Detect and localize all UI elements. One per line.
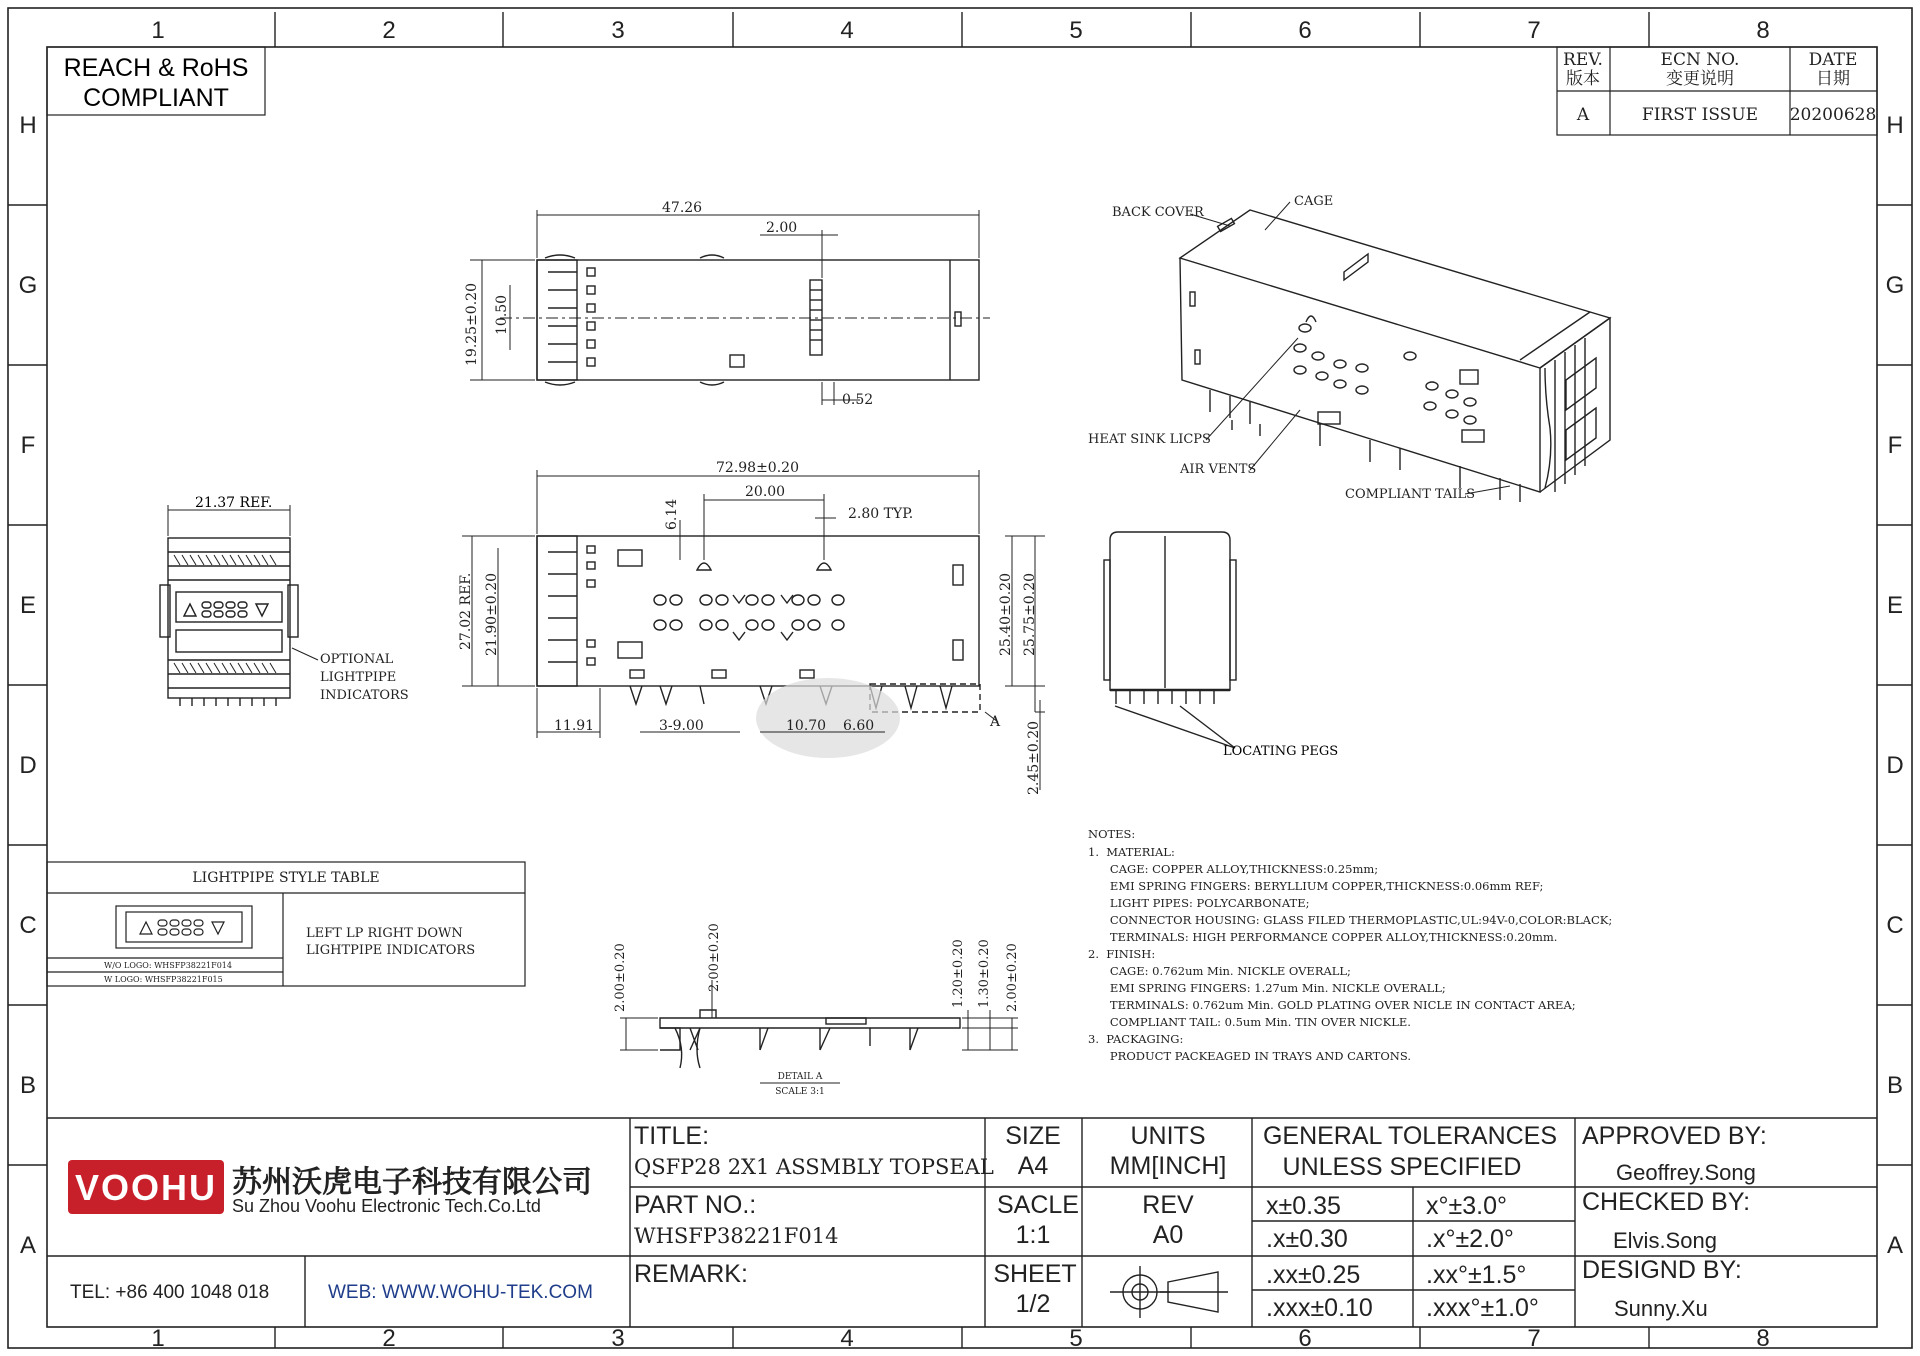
notes-line: COMPLIANT TAIL: 0.5um Min. TIN OVER NICKLE. [1088,1015,1411,1029]
projection-symbol-icon [1110,1266,1228,1318]
lightpipe-logo-1: W/O LOGO: WHSFP38221F014 [104,961,232,970]
units-value: MM[INCH] [1109,1152,1227,1180]
detail-a-title: DETAIL A [777,1072,823,1082]
date-header: DATE [1808,50,1858,70]
lightpipe-desc-1: LEFT LP RIGHT DOWN [306,926,463,941]
web[interactable]: WEB: WWW.WOHU-TEK.COM [328,1282,593,1303]
part-value: WHSFP38221F014 [634,1224,839,1248]
dim-side-280: 2.80 TYP. [848,506,914,522]
designed-label: DESIGND BY: [1582,1256,1742,1284]
front-view-drawing [160,538,298,706]
dim-top-length: 47.26 [662,200,703,216]
sheet-label: SHEET [993,1260,1077,1288]
isometric-view-drawing [1180,210,1610,502]
col-label-top: 4 [840,17,854,44]
compliance-line-2: COMPLIANT [83,84,229,112]
dim-detail-120: 1.20±0.20 [951,939,966,1008]
units-label: UNITS [1130,1122,1206,1150]
row-label-right: G [1885,272,1905,299]
date-value: 20200628 [1789,105,1877,125]
notes-line: 1. MATERIAL: [1088,845,1175,859]
rev-header-cn: 版本 [1566,69,1600,89]
col-label-top: 2 [382,17,396,44]
detail-a-scale: SCALE 3:1 [775,1087,825,1097]
tel: TEL: +86 400 1048 018 [70,1282,270,1303]
sheet-value: 1/2 [1015,1290,1051,1318]
col-label-top: 8 [1756,17,1770,44]
notes-line: EMI SPRING FINGERS: 1.27um Min. NICKLE OVERALL; [1088,981,1446,995]
checked-label: CHECKED BY: [1582,1188,1751,1216]
dim-top-2: 2.00 [766,220,798,236]
notes [1088,827,1612,1063]
callout-heat-sink-clips: HEAT SINK LICPS [1088,432,1211,447]
scale-label: SACLE [997,1191,1079,1219]
lightpipe-logo-2: W LOGO: WHSFP38221F015 [104,975,223,984]
top-view-drawing [500,255,990,385]
col-label-bottom: 6 [1298,1325,1312,1352]
col-label-bottom: 8 [1756,1325,1770,1352]
tolerance-linear: .xxx±0.10 [1266,1294,1373,1322]
callout-optional-2: LIGHTPIPE [320,670,397,685]
notes-line: TERMINALS: HIGH PERFORMANCE COPPER ALLOY,THICKNESS:0.20mm. [1088,930,1558,944]
designed-value: Sunny.Xu [1614,1296,1708,1321]
tolerance-linear: .xx±0.25 [1266,1261,1361,1289]
dim-detail-200c: 2.00±0.20 [1005,943,1020,1012]
row-label-right: D [1886,752,1904,779]
approved-label: APPROVED BY: [1582,1122,1767,1150]
date-header-cn: 日期 [1816,69,1850,89]
notes-line: EMI SPRING FINGERS: BERYLLIUM COPPER,THICKNESS:0.06mm REF; [1088,879,1544,893]
detail-a-drawing [660,1010,960,1068]
size-label: SIZE [1005,1122,1061,1150]
tolerance-linear: x±0.35 [1266,1192,1341,1220]
notes-line: LIGHT PIPES: POLYCARBONATE; [1088,896,1310,910]
dim-side-1191: 11.91 [554,718,595,734]
tolerance-title-1: GENERAL TOLERANCES [1262,1122,1558,1150]
company-name-cn: 苏州沃虎电子科技有限公司 [232,1166,592,1199]
notes-line: CAGE: COPPER ALLOY,THICKNESS:0.25mm; [1088,862,1379,876]
callout-optional-1: OPTIONAL [320,652,394,667]
row-label-left: E [19,592,37,619]
row-label-right: E [1886,592,1904,619]
ecn-header: ECN NO. [1660,50,1740,70]
dim-side-2190: 21.90±0.20 [484,573,500,656]
checked-value: Elvis.Song [1613,1228,1717,1253]
dim-side-660: 6.60 [843,718,875,734]
col-label-bottom: 3 [611,1325,625,1352]
dim-side-2575: 25.75±0.20 [1022,573,1038,656]
callout-compliant-tails: COMPLIANT TAILS [1345,487,1476,502]
row-label-right: B [1886,1072,1904,1099]
notes-line: 2. FINISH: [1088,947,1156,961]
dim-top-1050: 10.50 [494,294,510,335]
tolerance-angular: x°±3.0° [1426,1192,1507,1220]
tolerance-angular: .x°±2.0° [1426,1225,1514,1253]
row-label-left: G [18,272,38,299]
row-label-right: H [1886,112,1904,139]
row-label-left: B [19,1072,37,1099]
remark-label: REMARK: [634,1260,748,1288]
col-label-bottom: 2 [382,1325,396,1352]
dim-side-length: 72.98±0.20 [716,460,799,476]
col-label-top: 1 [151,17,165,44]
tolerance-angular: .xx°±1.5° [1426,1261,1527,1289]
ecn-value: FIRST ISSUE [1641,105,1759,125]
row-label-right: A [1886,1232,1904,1259]
dim-detail-130: 1.30±0.20 [977,939,992,1008]
isometric-leaders [1190,202,1510,494]
row-label-right: F [1887,432,1903,459]
notes-line: TERMINALS: 0.762um Min. GOLD PLATING OVER NICLE IN CONTACT AREA; [1088,998,1576,1012]
dim-top-052: 0.52 [842,392,874,408]
lightpipe-table-title: LIGHTPIPE STYLE TABLE [192,870,380,886]
rev-value: A0 [1152,1221,1184,1249]
approved-value: Geoffrey.Song [1616,1160,1756,1185]
side-view-drawing [537,536,980,712]
dim-side-2702: 27.02 REF. [458,572,474,650]
callout-air-vents: AIR VENTS [1180,462,1257,477]
title-value: QSFP28 2X1 ASSMBLY TOPSEAL [634,1155,994,1179]
callout-optional-3: INDICATORS [320,688,409,703]
callout-cage: CAGE [1294,194,1334,209]
col-label-top: 3 [611,17,625,44]
tolerance-linear: .x±0.30 [1266,1225,1348,1253]
tolerance-title-2: UNLESS SPECIFIED [1282,1153,1522,1181]
highlight-shadow [756,678,900,758]
col-label-bottom: 7 [1527,1325,1541,1352]
rev-label: REV [1142,1191,1194,1219]
col-label-top: 7 [1527,17,1541,44]
row-label-left: F [20,432,36,459]
dim-side-39: 3-9.00 [659,718,704,734]
dim-top-width: 19.25±0.20 [464,283,480,366]
dim-side-1070: 10.70 [786,718,827,734]
row-label-left: A [19,1232,37,1259]
part-label: PART NO.: [634,1191,757,1219]
top-view-dimension-lines [470,210,979,405]
dim-side-245: 2.45±0.20 [1026,720,1042,795]
scale-value: 1:1 [1015,1221,1051,1249]
company-name-en: Su Zhou Voohu Electronic Tech.Co.Ltd [232,1196,541,1216]
row-label-left: C [19,912,37,939]
dim-side-20: 20.00 [745,484,786,500]
lightpipe-desc-2: LIGHTPIPE INDICATORS [306,943,476,958]
col-label-bottom: 1 [151,1325,165,1352]
notes-line: CAGE: 0.762um Min. NICKLE OVERALL; [1088,964,1351,978]
callout-back-cover: BACK COVER [1112,205,1204,220]
col-label-top: 5 [1069,17,1083,44]
dim-side-614: 6.14 [664,498,680,530]
notes-line: 3. PACKAGING: [1088,1032,1184,1046]
rev-header: REV. [1563,50,1603,70]
row-label-right: C [1886,912,1904,939]
rev-value: A [1576,105,1590,125]
callout-locating-pegs: LOCATING PEGS [1223,744,1339,759]
ecn-header-cn: 变更说明 [1666,69,1734,89]
row-label-left: H [19,112,37,139]
lightpipe-indicator-glyphs [184,602,268,617]
detail-a-callout: A [990,714,1001,730]
logo-text: VOOHU [74,1167,218,1208]
row-label-left: D [19,752,37,779]
col-label-top: 6 [1298,17,1312,44]
dim-side-2540: 25.40±0.20 [998,573,1014,656]
dim-detail-200a: 2.00±0.20 [613,943,628,1012]
col-label-bottom: 4 [840,1325,854,1352]
notes-line: CONNECTOR HOUSING: GLASS FILED THERMOPLASTIC,UL:94V-0,COLOR:BLACK; [1088,913,1613,927]
size-value: A4 [1017,1152,1049,1180]
dim-detail-200b: 2.00±0.20 [707,923,722,992]
notes-header: NOTES: [1088,827,1136,841]
col-label-bottom: 5 [1069,1325,1083,1352]
dim-front-width: 21.37 REF. [195,495,273,511]
notes-line: PRODUCT PACKEAGED IN TRAYS AND CARTONS. [1088,1049,1411,1063]
compliance-line-1: REACH & RoHS [63,54,249,82]
tolerance-angular: .xxx°±1.0° [1426,1294,1539,1322]
title-label: TITLE: [634,1122,710,1150]
rear-view-drawing [1104,532,1236,748]
